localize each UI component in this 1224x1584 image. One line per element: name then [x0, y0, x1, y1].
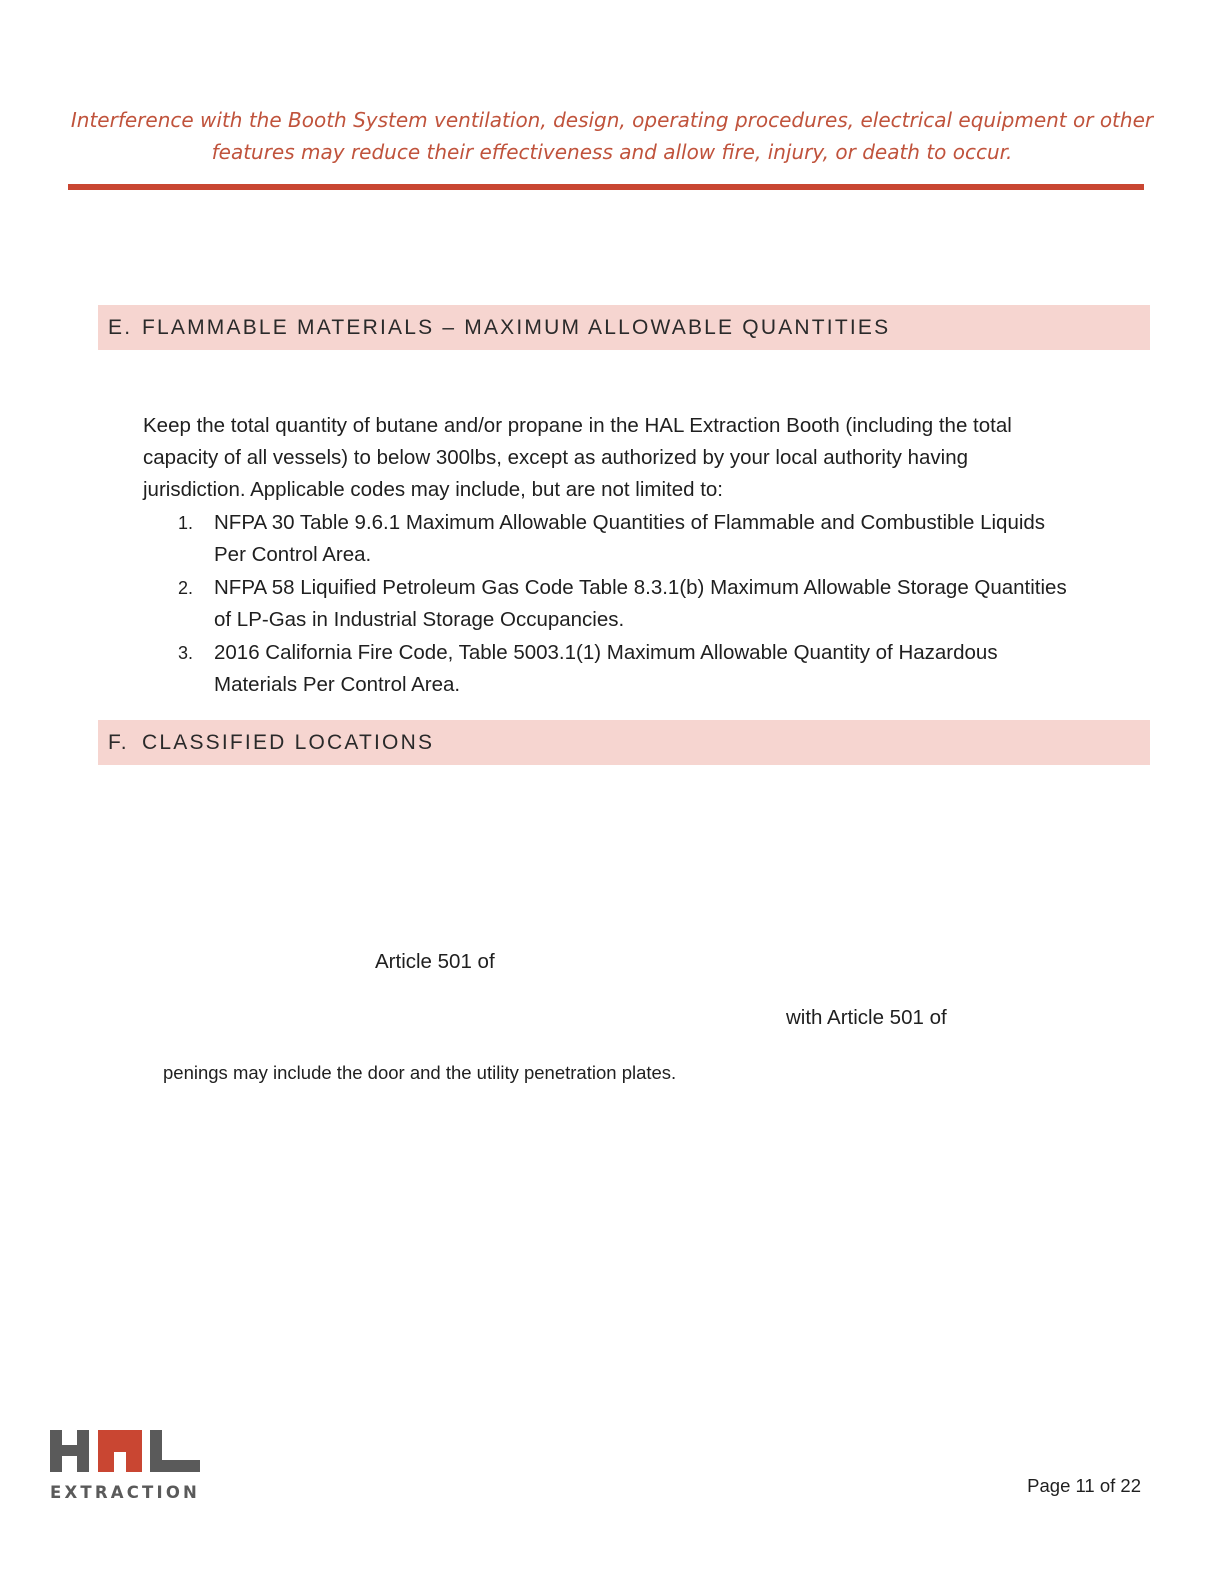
- list-item-text: of LP-Gas in Industrial Storage Occupancies.: [214, 608, 625, 631]
- section-e-paragraph: [143, 410, 1143, 506]
- warning-line-2: features may reduce their effectiveness and allow fire, injury, or death to occur.: [211, 140, 1013, 164]
- list-item-number: 2.: [178, 578, 194, 598]
- paragraph-line: capacity of all vessels) to below 300lbs, except as authorized by your local authority having: [143, 446, 969, 469]
- list-item: [143, 572, 1148, 636]
- text-fragment: with Article 501 of: [786, 1006, 947, 1029]
- list-item: [143, 637, 1148, 701]
- text-fragment: Article 501 of: [375, 950, 495, 973]
- list-item-number: 3.: [178, 643, 194, 663]
- list-item-text: Per Control Area.: [214, 543, 372, 566]
- section-f-title: CLASSIFIED LOCATIONS: [142, 730, 435, 754]
- text-fragment: penings may include the door and the utility penetration plates.: [163, 1062, 677, 1083]
- paragraph-line: jurisdiction. Applicable codes may include, but are not limited to:: [143, 478, 724, 501]
- hal-extraction-logo: [50, 1430, 202, 1502]
- list-item-text: Materials Per Control Area.: [214, 673, 461, 696]
- logo-subtitle: EXTRACTION: [50, 1483, 201, 1502]
- section-e-title: FLAMMABLE MATERIALS – MAXIMUM ALLOWABLE QUANTITIES: [142, 315, 891, 339]
- warning-divider: [68, 184, 1144, 190]
- page-number: Page 11 of 22: [1027, 1475, 1141, 1496]
- section-f-heading: [98, 720, 1150, 765]
- warning-line-1: Interference with the Booth System ventilation, design, operating procedures, electrical equipment or other: [70, 108, 1154, 132]
- list-item-text: NFPA 30 Table 9.6.1 Maximum Allowable Quantities of Flammable and Combustible Liquids: [214, 511, 1046, 534]
- list-item-text: NFPA 58 Liquified Petroleum Gas Code Table 8.3.1(b) Maximum Allowable Storage Quantities: [214, 576, 1067, 599]
- section-f-letter: F.: [108, 730, 129, 754]
- list-item-text: 2016 California Fire Code, Table 5003.1(1) Maximum Allowable Quantity of Hazardous: [214, 641, 998, 664]
- list-item: [143, 507, 1148, 571]
- section-e-letter: E.: [108, 315, 133, 339]
- codes-list: [143, 507, 1148, 702]
- warning-notice: [60, 104, 1164, 168]
- paragraph-line: Keep the total quantity of butane and/or propane in the HAL Extraction Booth (including the total: [143, 414, 1012, 437]
- section-e-heading: [98, 305, 1150, 350]
- list-item-number: 1.: [178, 513, 194, 533]
